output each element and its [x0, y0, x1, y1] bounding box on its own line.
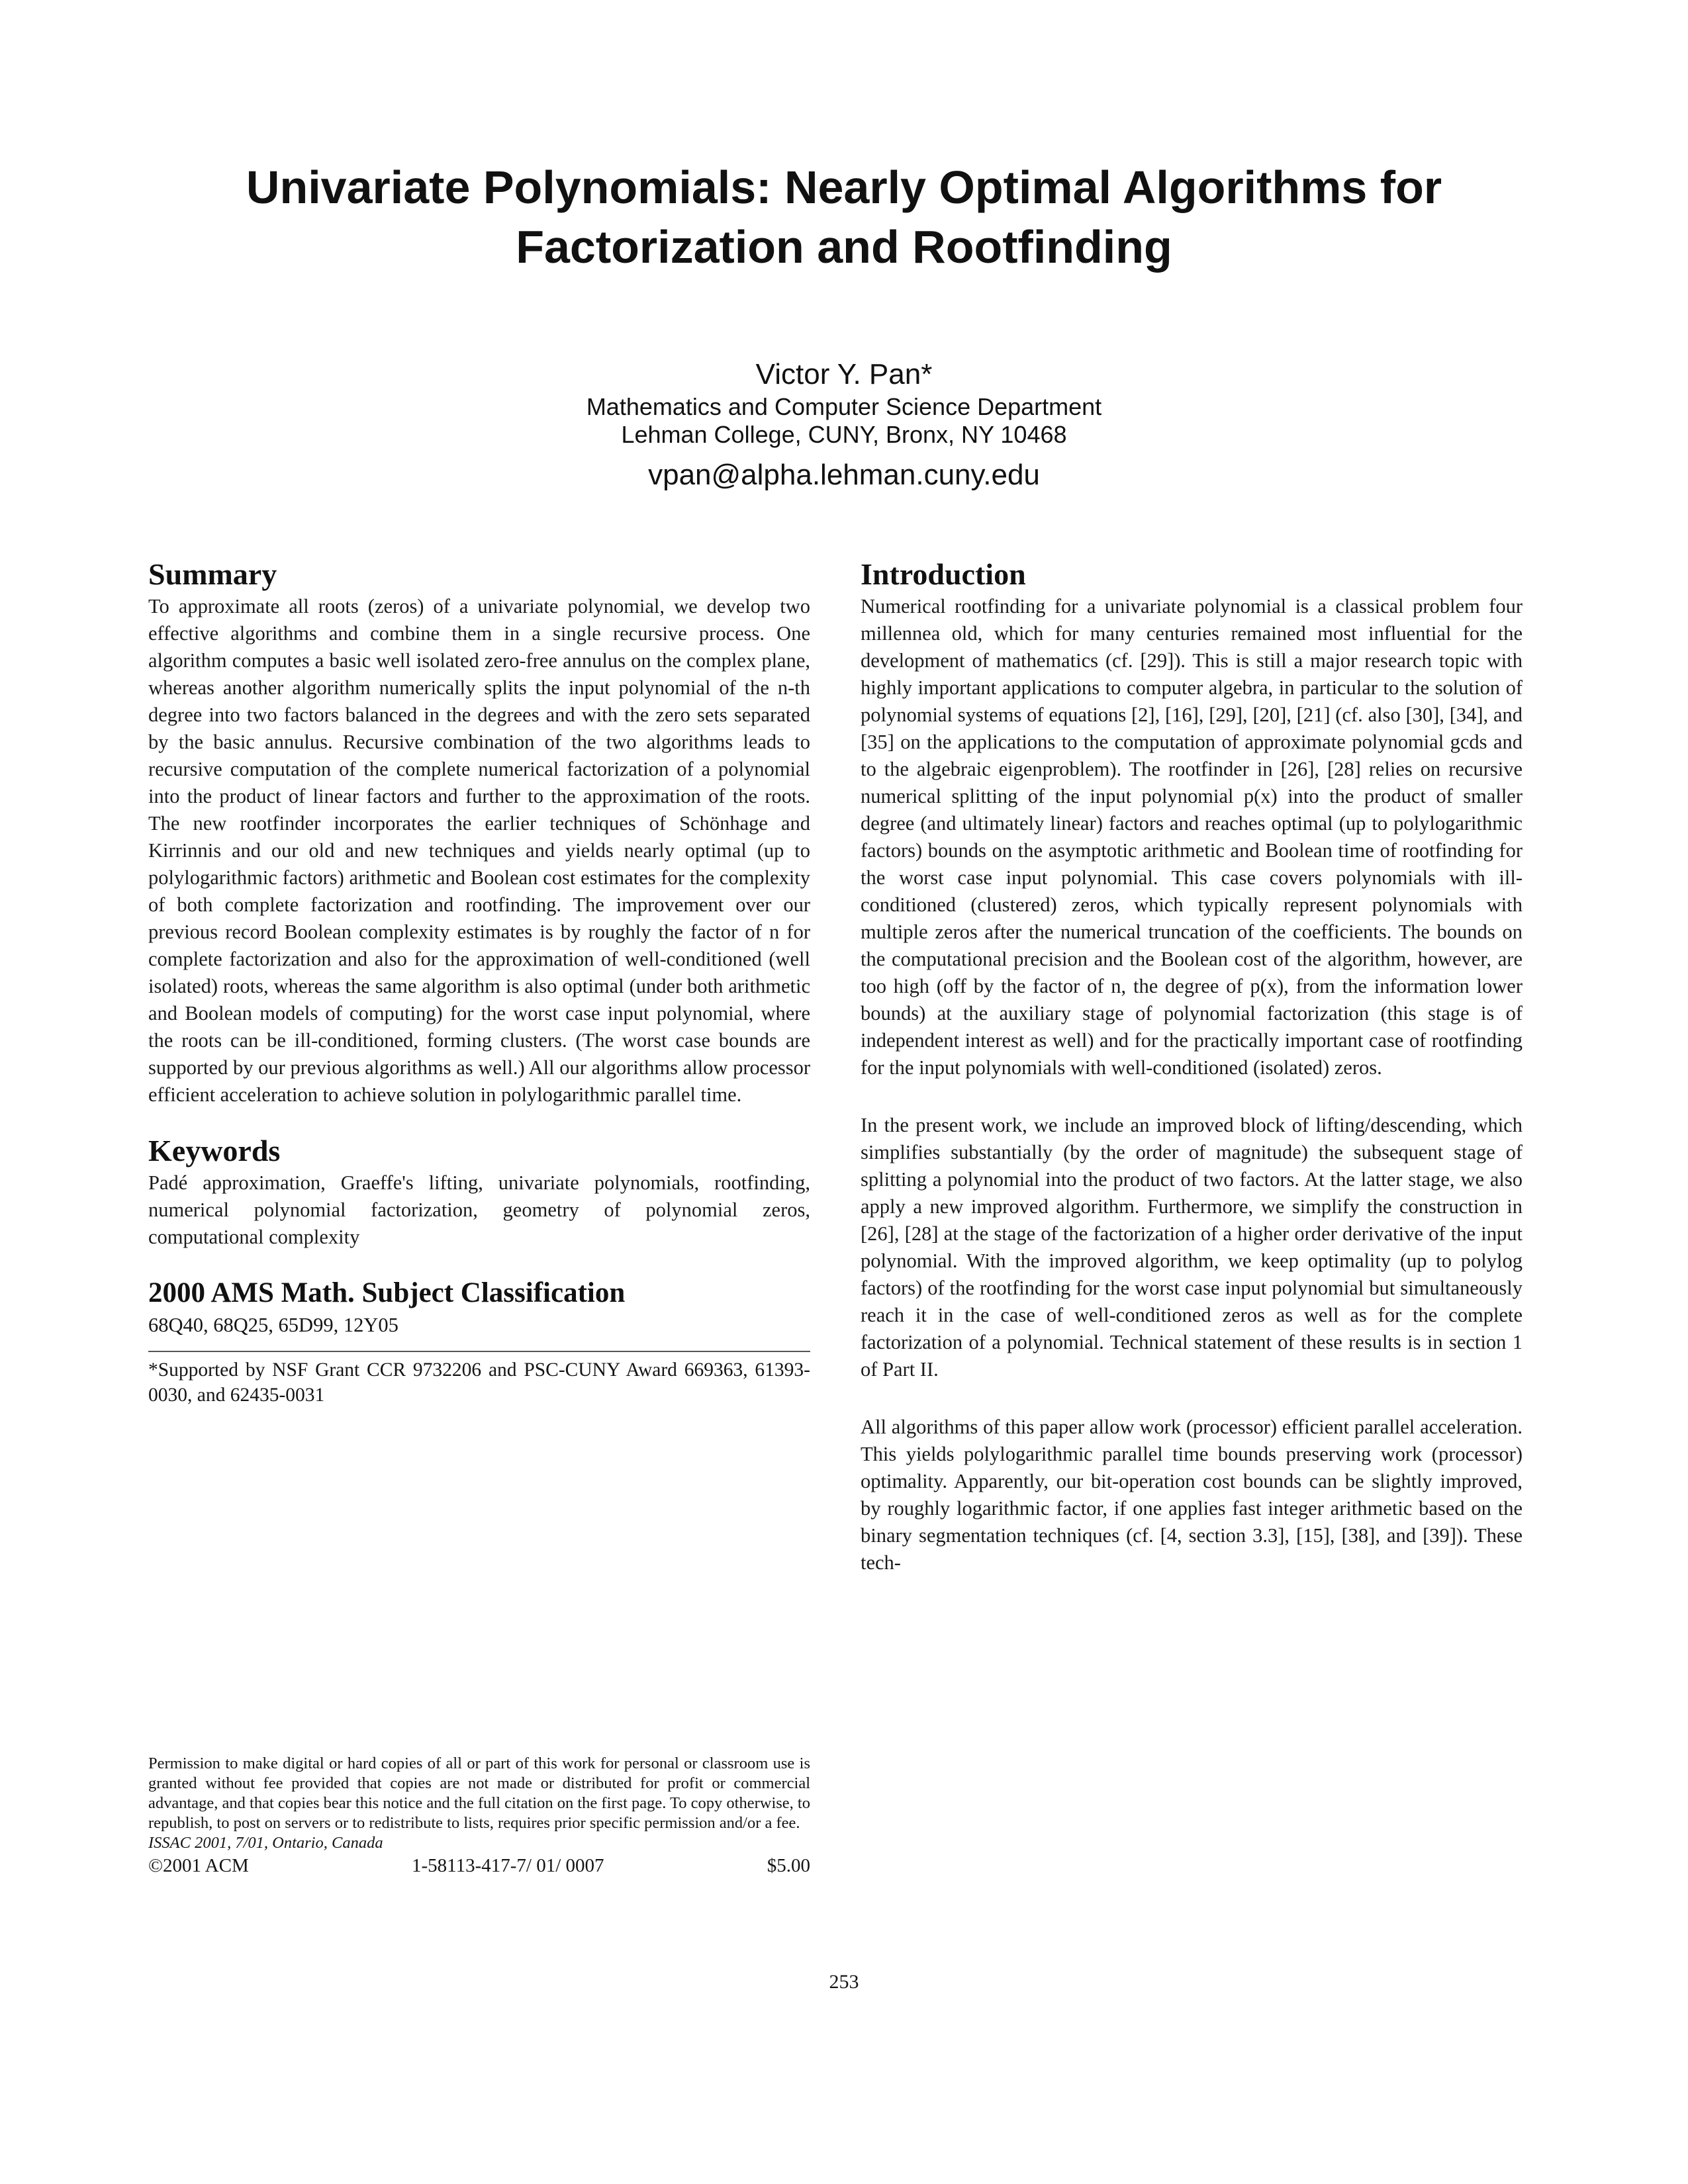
left-column [148, 556, 810, 1408]
paper-title [99, 158, 1589, 277]
introduction-heading: Introduction [861, 557, 1026, 591]
conference-venue: ISSAC 2001, 7/01, Ontario, Canada [148, 1834, 383, 1852]
introduction-paragraph-3: All algorithms of this paper allow work (processor) efficient parallel acceleration. This yields polylogarithmic parallel time bounds preserving work (processor) optimality. Apparently, our bit-operation cost bounds can be slightly improved, by roughly logarithmic factor, if one applies fast integer arithmetic based on the binary segmentation techniques (cf. [4, section 3.3], [15], [38], and [39]). These tech- [861, 1416, 1523, 1574]
title-line-2: Factorization and Rootfinding [516, 221, 1172, 273]
affiliation-line-2: Lehman College, CUNY, Bronx, NY 10468 [621, 421, 1067, 448]
author-block [463, 356, 1225, 494]
keywords-section [148, 1132, 810, 1251]
page-number: 253 [829, 1971, 859, 1993]
ams-heading: 2000 AMS Math. Subject Classification [148, 1277, 626, 1308]
keywords-heading: Keywords [148, 1134, 281, 1167]
keywords-text: Padé approximation, Graeffe's lifting, univariate polynomials, rootfinding, numerical polynomial factorization, geometry of polynomial zeros, computational complexity [148, 1171, 810, 1248]
summary-text: To approximate all roots (zeros) of a univariate polynomial, we develop two effective algorithms and combine them in a single recursive process. One algorithm computes a basic well isolated zero-free annulus on the complex plane, whereas another algorithm numerically splits the input polynomial of the n-th degree into two factors balanced in the degrees and with the zero sets separated by the basic annulus. Recursive combination of the two algorithms leads to recursive computation of the complete numerical factorization of a polynomial into the product of linear factors and further to the approximation of the roots. The new rootfinder incorporates the earlier techniques of Schönhage and Kirrinnis and our old and new techniques and yields nearly optimal (up to polylogarithmic factors) arithmetic and Boolean cost estimates for the complexity of both complete factorization and rootfinding. The improvement over our previous record Boolean complexity estimates is by roughly the factor of n for complete factorization and also for the approximation of well-conditioned (well isolated) roots, whereas the same algorithm is also optimal (under both arithmetic and Boolean models of computing) for the worst case input polynomial, where the roots can be ill-conditioned, forming clusters. (The worst case bounds are supported by our previous algorithms as well.) All our algorithms allow processor efficient acceleration to achieve solution in polylogarithmic parallel time. [148, 595, 810, 1106]
ams-section [148, 1275, 810, 1408]
ams-codes: 68Q40, 68Q25, 65D99, 12Y05 [148, 1314, 399, 1336]
permission-text: Permission to make digital or hard copies of all or part of this work for personal or classroom use is granted without fee provided that copies are not made or distributed for profit or commercial advantage, and that copies bear this notice and the full citation on the first page. To copy otherwise, to republish, to post on servers or to redistribute to lists, requires prior specific permission and/or a fee. [148, 1754, 810, 1832]
permission-notice [148, 1754, 810, 1877]
introduction-paragraph-1: Numerical rootfinding for a univariate polynomial is a classical problem four millennea old, which for many centuries remained most influential for the development of mathematics (cf. [29]). This is still a major research topic with highly important applications to computer algebra, in particular to the solution of polynomial systems of equations [2], [16], [29], [20], [21] (cf. also [30], [34], and [35] on the applications to the computation of approximate polynomial gcds and to the algebraic eigenproblem). The rootfinder in [26], [28] relies on recursive numerical splitting of the input polynomial p(x) into the product of smaller degree (and ultimately linear) factors and reaches optimal (up to polylogarithmic factors) bounds on the asymptotic arithmetic and Boolean time of rootfinding for the worst case input polynomial. This case covers polynomials with ill-conditioned (clustered) zeros, which typically represent polynomials with multiple zeros after the numerical truncation of the coefficients. The bounds on the computational precision and the Boolean cost of the algorithm, however, are too high (off by the factor of n, the degree of p(x), from the information lower bounds) at the auxiliary stage of polynomial factorization (this stage is of independent interest as well) and for the practically important case of rootfinding for the input polynomials with well-conditioned (isolated) zeros. [861, 595, 1523, 1079]
summary-heading: Summary [148, 557, 277, 591]
price: $5.00 [767, 1855, 810, 1876]
copyright-line [148, 1854, 810, 1877]
author-name: Victor Y. Pan* [755, 358, 933, 390]
title-line-1: Univariate Polynomials: Nearly Optimal Algorithms for [246, 161, 1442, 213]
right-column [861, 556, 1523, 1576]
footnote-rule [148, 1351, 810, 1352]
affiliation-line-1: Mathematics and Computer Science Department [586, 393, 1102, 420]
funding-footnote: *Supported by NSF Grant CCR 9732206 and PSC-CUNY Award 669363, 61393-0030, and 62435-0031 [148, 1359, 810, 1406]
author-email: vpan@alpha.lehman.cuny.edu [648, 459, 1040, 491]
copyright-notice: ©2001 ACM [148, 1855, 249, 1876]
introduction-paragraph-2: In the present work, we include an improved block of lifting/descending, which simplifies substantially (by the order of magnitude) the subsequent stage of splitting a polynomial into the product of two factors. At the latter stage, we also apply a new improved algorithm. Furthermore, we simplify the construction in [26], [28] at the stage of the factorization of a higher order derivative of the input polynomial. With the improved algorithm, we keep optimality (up to polylog factors) of the rootfinding for the worst case input polynomial but simultaneously reach it in the case of well-conditioned zeros as well as for the complete factorization of a polynomial. Technical statement of these results is in section 1 of Part II. [861, 1114, 1523, 1381]
summary-section [148, 556, 810, 1109]
isbn: 1-58113-417-7/ 01/ 0007 [412, 1855, 604, 1876]
